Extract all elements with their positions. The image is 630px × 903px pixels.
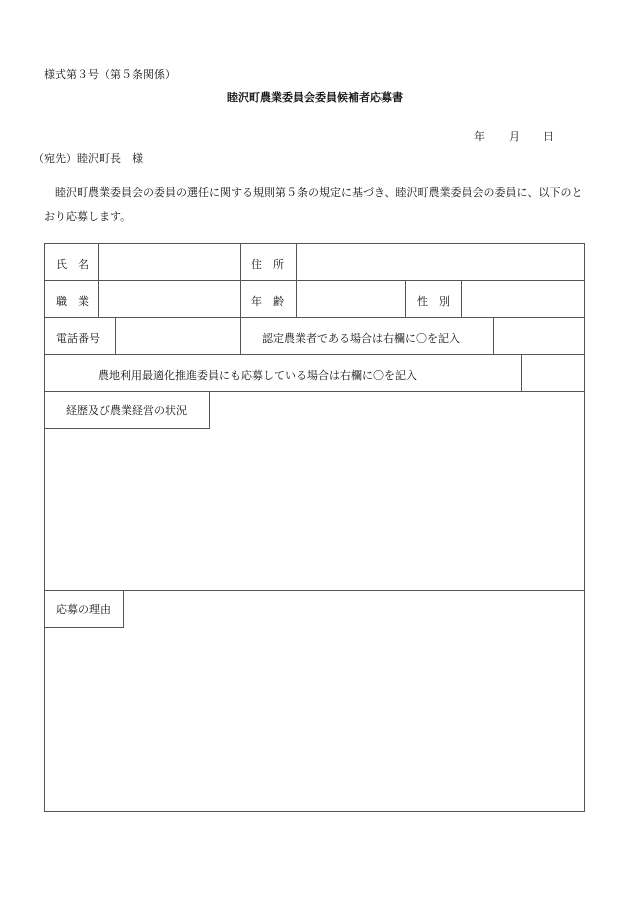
certified-farmer-label: 認定農業者である場合は右欄に〇を記入	[262, 332, 460, 345]
age-field[interactable]	[300, 289, 401, 309]
career-field[interactable]	[50, 434, 580, 584]
row-divider	[44, 354, 585, 355]
career-label: 経歴及び農業経営の状況	[44, 391, 210, 429]
reason-field[interactable]	[50, 633, 580, 806]
phone-field[interactable]	[119, 326, 236, 346]
col-divider	[461, 280, 462, 317]
col-divider	[240, 317, 241, 354]
document-title: 睦沢町農業委員会委員候補者応募書	[227, 91, 403, 104]
col-divider	[296, 243, 297, 317]
addressee: （宛先）睦沢町長 様	[33, 152, 143, 165]
col-divider	[98, 243, 99, 317]
gender-label: 性 別	[417, 295, 450, 308]
name-field[interactable]	[102, 252, 236, 272]
row-divider	[44, 317, 585, 318]
col-divider	[493, 317, 494, 354]
col-divider	[521, 354, 522, 391]
age-label: 年 齢	[251, 295, 284, 308]
name-label: 氏 名	[56, 258, 89, 271]
date-day-label: 日	[543, 130, 554, 143]
form-number: 様式第３号（第５条関係）	[44, 68, 176, 81]
application-statement: 睦沢町農業委員会の委員の選任に関する規則第５条の規定に基づき、睦沢町農業委員会の委員に、以下のとおり応募します。	[44, 186, 583, 223]
phone-label: 電話番号	[56, 332, 100, 345]
certified-farmer-mark-field[interactable]	[497, 326, 581, 346]
gender-field[interactable]	[465, 289, 581, 309]
row-divider	[44, 280, 585, 281]
row-divider	[44, 590, 585, 591]
occupation-field[interactable]	[102, 289, 236, 309]
promotion-committee-label: 農地利用最適化推進委員にも応募している場合は右欄に〇を記入	[98, 369, 417, 382]
col-divider	[115, 317, 116, 354]
occupation-label: 職 業	[56, 295, 89, 308]
address-field[interactable]	[300, 252, 580, 272]
date-month-label: 月	[509, 130, 520, 143]
address-label: 住 所	[251, 258, 284, 271]
col-divider	[405, 280, 406, 317]
reason-label: 応募の理由	[44, 590, 124, 628]
col-divider	[240, 243, 241, 317]
promotion-committee-mark-field[interactable]	[525, 363, 581, 383]
date-year-label: 年	[474, 130, 485, 143]
